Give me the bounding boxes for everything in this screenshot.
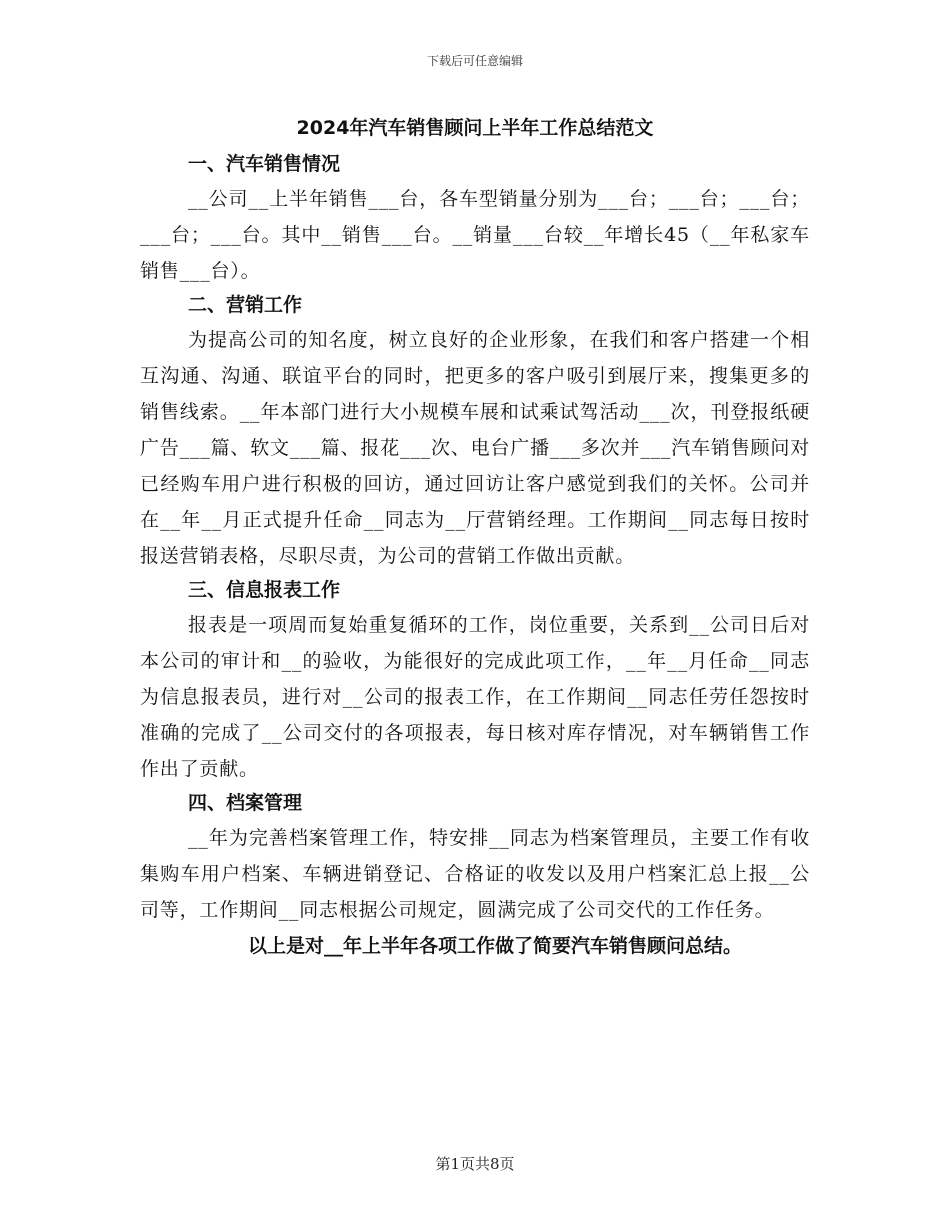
section-sales — [140, 148, 810, 289]
section-reports — [140, 574, 810, 787]
section-paragraph: __公司__上半年销售___台，各车型销量分别为___台；___台；___台；___台；___台。其中__销售___台。__销量___台较__年增长45（__年私家车销售___台）。 — [140, 188, 810, 282]
section-heading: 二、营销工作 — [188, 294, 303, 316]
page-number: 第1页共8页 — [435, 1155, 515, 1173]
document-body — [140, 112, 810, 964]
section-marketing — [140, 289, 810, 574]
page-header-note: 下载后可任意编辑 — [426, 54, 523, 68]
document-title: 2024年汽车销售顾问上半年工作总结范文 — [296, 117, 654, 139]
section-paragraph: 为提高公司的知名度，树立良好的企业形象，在我们和客户搭建一个相互沟通、沟通、联谊平台的同时，把更多的客户吸引到展厅来，搜集更多的销售线索。__年本部门进行大小规模车展和试乘试驾活动___次，刊登报纸硬广告___篇、软文___篇、报花___次、电台广播___多次并___汽车销售顾问对已经购车用户进行积极的回访，通过回访让客户感觉到我们的关怀。公司并在__年__月正式提升任命__同志为__厅营销经理。工作期间__同志每日按时报送营销表格，尽职尽责，为公司的营销工作做出贡献。 — [140, 329, 810, 567]
section-heading: 四、档案管理 — [188, 792, 303, 814]
section-paragraph: 报表是一项周而复始重复循环的工作，岗位重要，关系到__公司日后对本公司的审计和__的验收，为能很好的完成此项工作，__年__月任命__同志为信息报表员，进行对__公司的报表工作，在工作期间__同志任劳任怨按时准确的完成了__公司交付的各项报表，每日核对库存情况，对车辆销售工作作出了贡献。 — [140, 614, 810, 780]
closing-statement: 以上是对__年上半年各项工作做了简要汽车销售顾问总结。 — [247, 935, 742, 957]
section-heading: 三、信息报表工作 — [188, 579, 341, 601]
section-heading: 一、汽车销售情况 — [188, 153, 341, 175]
section-paragraph: __年为完善档案管理工作，特安排__同志为档案管理员，主要工作有收集购车用户档案、车辆进销登记、合格证的收发以及用户档案汇总上报__公司等，工作期间__同志根据公司规定，圆满完成了公司交代的工作任务。 — [140, 827, 810, 921]
section-archives — [140, 787, 810, 928]
